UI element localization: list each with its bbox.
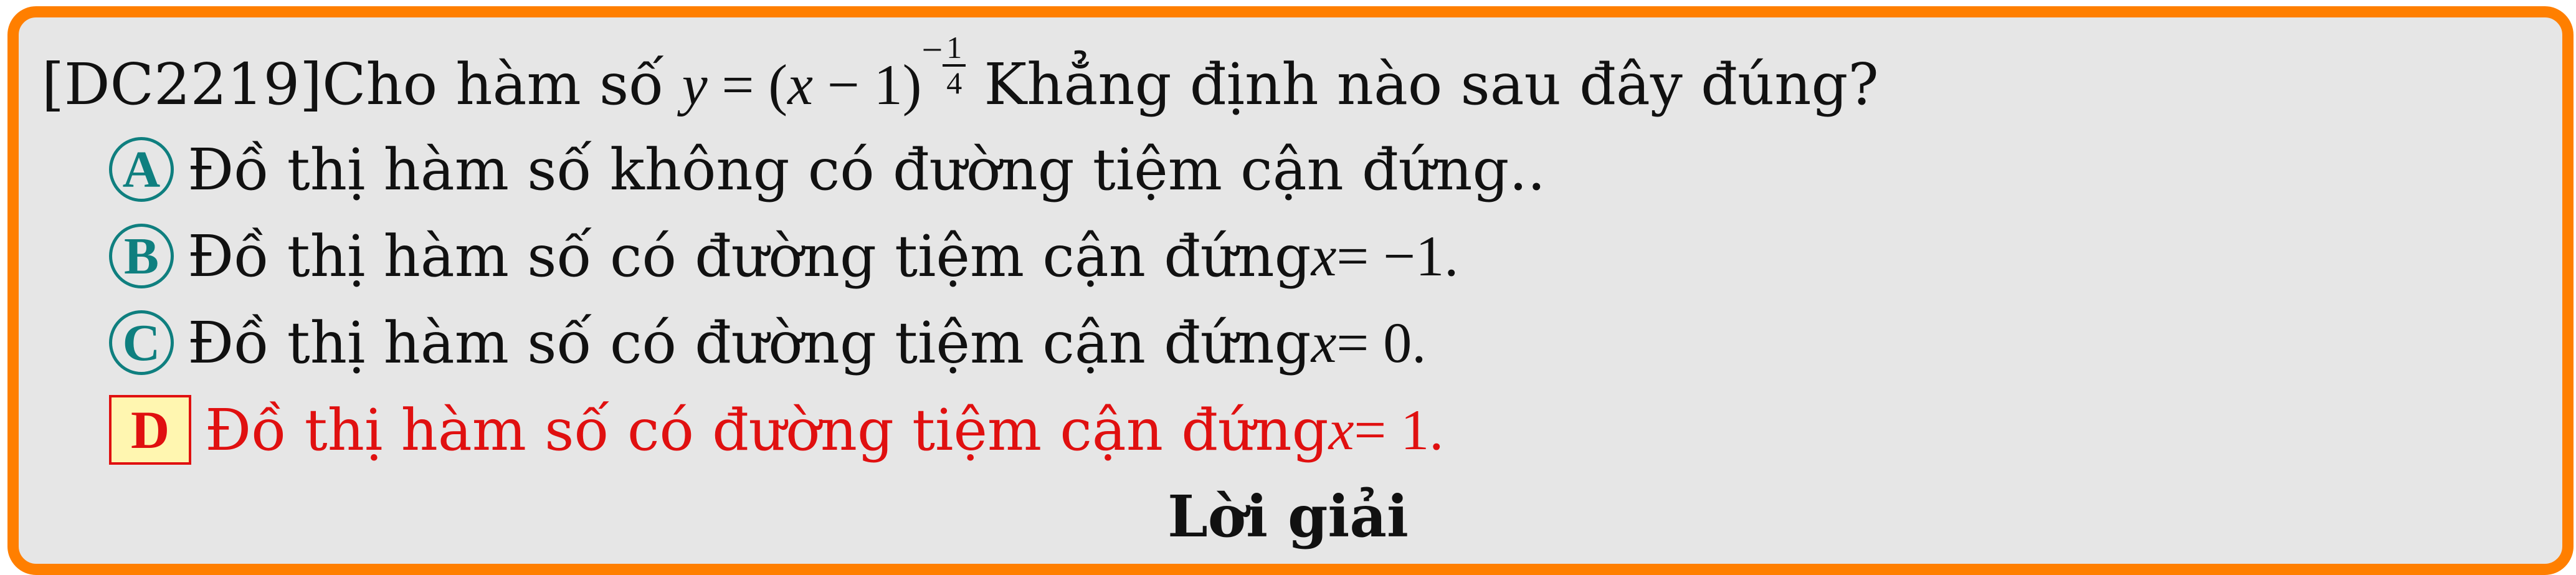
option-b-rel: = −1. <box>1336 224 1459 288</box>
exponent-denominator: 4 <box>946 65 962 100</box>
stem-lead: Cho hàm số <box>322 51 682 118</box>
option-d-rel: = 1. <box>1354 398 1444 462</box>
question-code: [DC2219] <box>42 51 323 118</box>
equals-open: = ( <box>707 53 788 116</box>
minus-one: − 1) <box>812 53 922 116</box>
solution-heading: Lời giải <box>1167 483 1409 550</box>
option-c-text: Đồ thị hàm số có đường tiệm cận đứng <box>188 309 1311 376</box>
option-d[interactable] <box>109 392 1443 467</box>
var-y: y <box>682 53 708 116</box>
option-d-var: x <box>1328 398 1354 462</box>
option-b[interactable] <box>109 219 1458 293</box>
option-c[interactable] <box>109 305 1426 380</box>
option-b-badge[interactable]: B <box>109 224 174 288</box>
option-a-text: Đồ thị hàm số không có đường tiệm cận đứng.. <box>188 136 1546 203</box>
option-b-text: Đồ thị hàm số có đường tiệm cận đứng <box>188 222 1311 290</box>
option-a[interactable] <box>109 132 1546 207</box>
question-stem <box>42 29 1879 118</box>
exponent <box>921 31 966 99</box>
option-d-text: Đồ thị hàm số có đường tiệm cận đứng <box>205 396 1329 463</box>
exponent-sign: − <box>921 29 943 70</box>
option-c-var: x <box>1311 311 1337 374</box>
option-d-badge-correct[interactable]: D <box>109 395 191 465</box>
stem-tail: Khẳng định nào sau đây đúng? <box>966 51 1879 118</box>
exponent-fraction <box>943 31 966 99</box>
option-c-badge[interactable]: C <box>109 310 174 375</box>
option-c-rel: = 0. <box>1336 311 1427 374</box>
option-b-var: x <box>1311 224 1337 288</box>
option-a-badge[interactable]: A <box>109 137 174 202</box>
exponent-numerator: 1 <box>943 31 966 67</box>
var-x: x <box>787 53 813 116</box>
